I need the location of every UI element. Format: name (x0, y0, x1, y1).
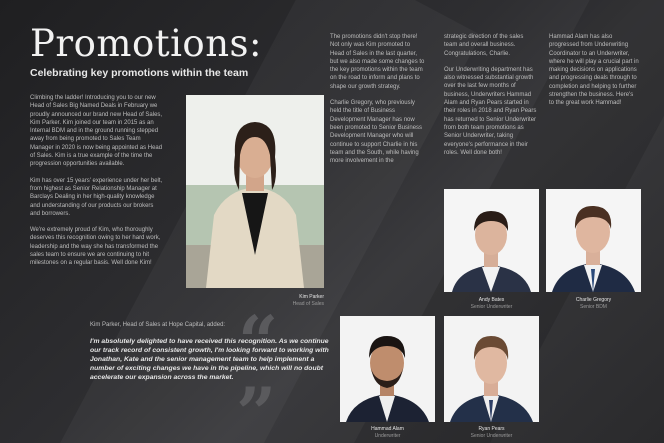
middle-column (330, 33, 425, 173)
photo-role: Head of Sales (292, 300, 324, 307)
ryan-pears-caption (444, 426, 539, 439)
photo-name: Hammad Alam (371, 426, 404, 432)
photo-name: Andy Bates (478, 297, 505, 303)
right-column (444, 33, 538, 165)
photo-name: Ryan Pears (478, 426, 505, 432)
photo-role: Underwriter (374, 432, 401, 439)
intro-paragraph: Climbing the ladder! Introducing you to our new Head of Sales Big Named Deals in February we proudly announced our brand new Head of Sales, Kim Parker. Kim joined our team in 2015 as an Internal BDM and in the ground running stepped away from being promoted to Sales Team Manager in 2020 is now being appointed as Head of Sales. Kim is a true example of the time the progression opportunities available. (30, 95, 163, 168)
andy-bates-photo (444, 189, 539, 292)
charlie-gregory-caption (546, 297, 641, 310)
intro-paragraph: Kim has over 15 years' experience under her belt, from highest as Senior Relationship Manager at Barclays Dealing in her high-quality knowledge and understanding of our products our brokers and borrowers. (30, 177, 163, 217)
page-title: Promotions: (30, 22, 262, 65)
middle-paragraph: Charlie Gregory, who previously held the title of Business Development Manager has now been promoted to Senior Business Development Manager who will continue to support Charlie in his team and the South, while having more involvement in the (330, 100, 423, 165)
intro-column (30, 94, 165, 276)
photo-name: Charlie Gregory (575, 297, 612, 303)
open-quote-icon: “ (238, 300, 279, 383)
right-paragraph: strategic direction of the sales team and overall business. Congratulations, Charlie. (444, 34, 524, 57)
photo-name: Kim Parker (299, 294, 324, 300)
kim-parker-photo (186, 95, 324, 288)
page-subtitle: Celebrating key promotions within the team (30, 67, 249, 79)
close-quote-icon: ” (236, 372, 277, 443)
intro-paragraph: We're extremely proud of Kim, who thoroughly deserves this recognition owing to her hard work, leadership and the way she has transformed the sales team to ensure we are continuing to hit milestones on a regular basis. Well done Kim! (30, 227, 161, 267)
ryan-pears-photo (444, 316, 539, 422)
photo-role: Senior Underwriter (470, 432, 513, 439)
hammad-alam-caption (340, 426, 435, 439)
photo-role: Senior BDM (580, 303, 607, 310)
far-right-column (549, 33, 639, 116)
right-paragraph: Our Underwriting department has also witnessed substantial growth over the last few months of business, Underwriters Hammad Alam and Ryan Pears started in their roles in 2018 and Ryan Pears has returned to Senior Underwriter from both team promotions as Senior Underwriter, taking everyone's performance in their roles. Well done both! (444, 66, 537, 156)
andy-bates-caption (444, 297, 539, 310)
quote-attribution: Kim Parker, Head of Sales at Hope Capital, added: (90, 322, 226, 328)
quote-text: I'm absolutely delighted to have received this recognition. As we continue our track record of consistent growth, I'm looking forward to working with Jonathan, Kate and the senior management team to help implement a number of exciting changes we have in the pipeline, which will no doubt accelerate our expansion across the market. (90, 338, 329, 381)
charlie-gregory-photo (546, 189, 641, 292)
photo-role: Senior Underwriter (470, 303, 513, 310)
middle-paragraph: The promotions didn't stop there! Not only was Kim promoted to Head of Sales in the last quarter, but we also made some changes to the key promotions within the team on the road to inform and plans to shape our growth strategy. (330, 34, 425, 90)
hammad-alam-photo (340, 316, 435, 422)
far-right-paragraph: Hammad Alam has also progressed from Underwriting Coordinator to an Underwriter, where he will play a crucial part in making decisions on applications and progressing deals through to completion and helping to further strengthen the business. Here's to the great work Hammad! (549, 34, 639, 107)
